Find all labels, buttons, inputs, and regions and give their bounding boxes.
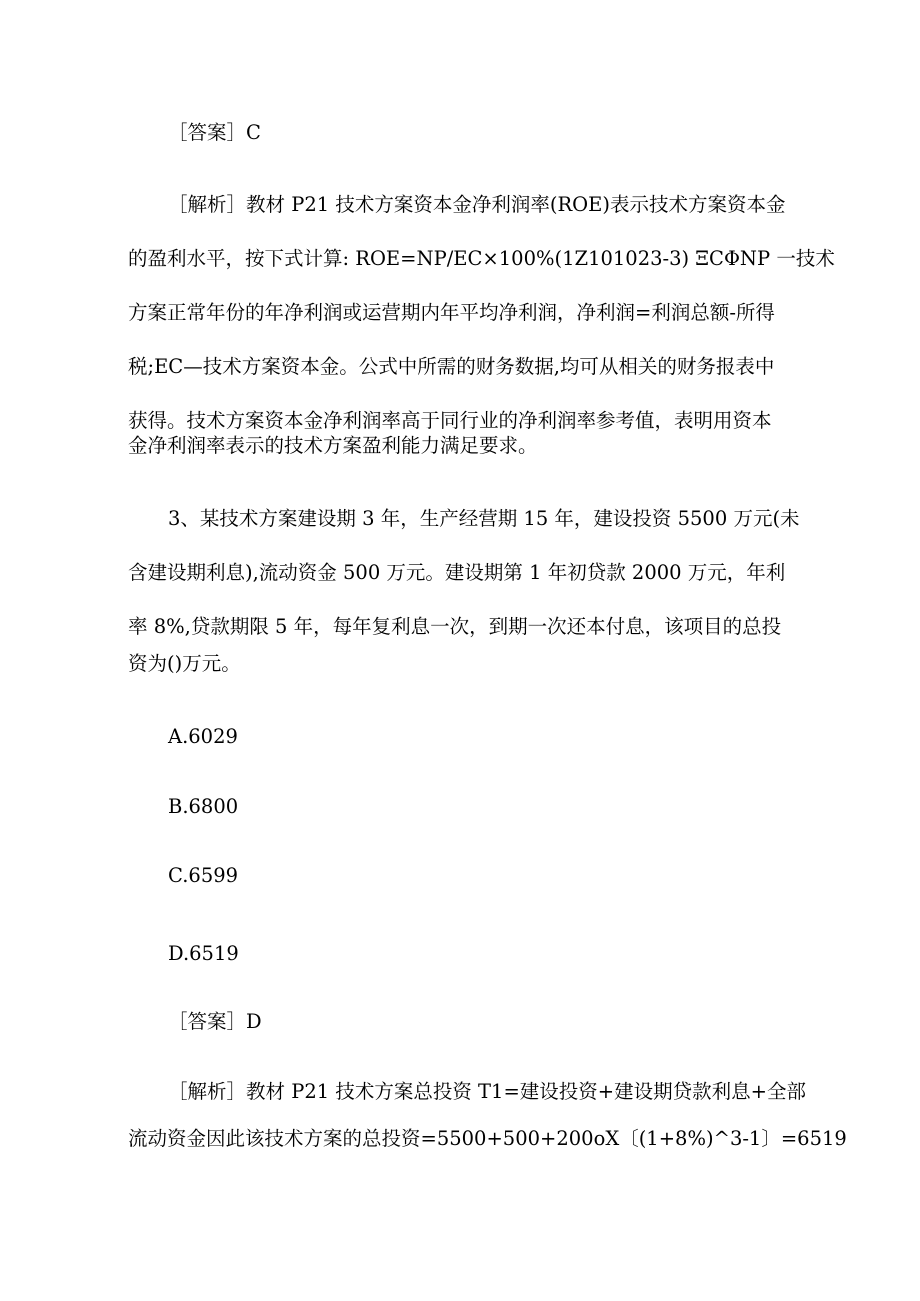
option-a: A.6029 (168, 725, 238, 748)
option-b: B.6800 (168, 795, 239, 818)
analysis-1-line: ［解析］教材 P21 技术方案资本金净利润率(ROE)表示技术方案资本金 (168, 193, 786, 216)
question-3-line: 资为()万元。 (128, 652, 241, 675)
answer-3: ［答案］D (168, 1010, 262, 1033)
analysis-3-line: 流动资金因此该技术方案的总投资=5500+500+200oX〔(1+8%)^3-1〕=6519 (128, 1127, 847, 1150)
analysis-1-line: 金净利润率表示的技术方案盈利能力满足要求。 (128, 434, 538, 457)
question-3-line: 3、某技术方案建设期 3 年，生产经营期 15 年，建设投资 5500 万元(未 (168, 507, 800, 530)
analysis-1-line: 税;EC—技术方案资本金。公式中所需的财务数据,均可从相关的财务报表中 (128, 355, 775, 378)
option-c: C.6599 (168, 864, 239, 887)
analysis-1-line: 方案正常年份的年净利润或运营期内年平均净利润，净利润=利润总额-所得 (128, 301, 775, 324)
question-3-line: 率 8%,贷款期限 5 年，每年复利息一次，到期一次还本付息，该项目的总投 (128, 615, 782, 638)
answer-1: ［答案］C (168, 121, 261, 144)
question-3-line: 含建设期利息),流动资金 500 万元。建设期第 1 年初贷款 2000 万元，年利 (128, 561, 786, 584)
analysis-1-line: 获得。技术方案资本金净利润率高于同行业的净利润率参考值，表明用资本 (128, 409, 772, 432)
analysis-1-line: 的盈利水平，按下式计算: ROE=NP/EC×100%(1Z101023-3) ΞCΦNP 一技术 (128, 247, 835, 270)
analysis-3-line: ［解析］教材 P21 技术方案总投资 T1=建设投资+建设期贷款利息+全部 (168, 1080, 806, 1103)
option-d: D.6519 (168, 942, 239, 965)
